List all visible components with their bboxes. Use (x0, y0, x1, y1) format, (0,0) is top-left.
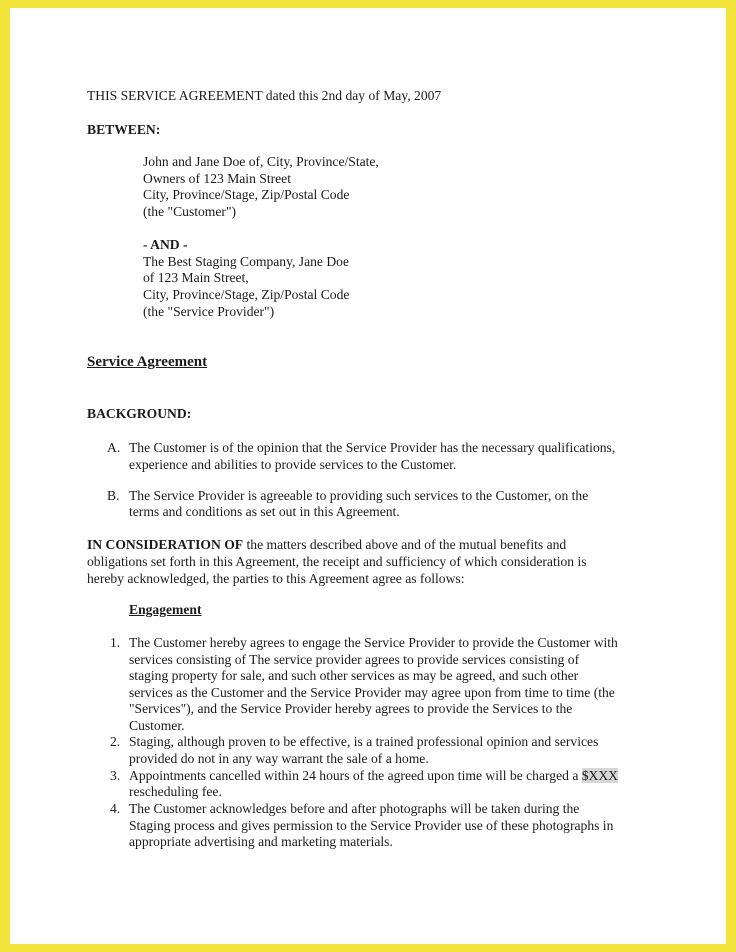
document-page (10, 8, 726, 944)
customer-line: John and Jane Doe of, City, Province/State, (143, 154, 379, 169)
list-item-line (129, 768, 618, 785)
list-item-line: terms and conditions as set out in this Agreement. (129, 504, 400, 519)
list-item-line: The Customer hereby agrees to engage the Service Provider to provide the Customer with (129, 635, 618, 650)
fee-amount-highlight: $XXX (581, 768, 618, 783)
list-item-line: The Customer is of the opinion that the Service Provider has the necessary qualifications, (129, 440, 616, 455)
consideration-line: obligations set forth in this Agreement, the receipt and sufficiency of which consideration is (87, 554, 587, 569)
background-label: BACKGROUND: (87, 406, 192, 421)
list-item-line: Staging process and gives permission to the Service Provider use of these photographs in (129, 818, 614, 833)
provider-line: of 123 Main Street, (143, 270, 249, 285)
provider-line: City, Province/Stage, Zip/Postal Code (143, 287, 350, 302)
list-item-line: provided do not in any way warrant the sale of a home. (129, 751, 429, 766)
list-item-line: Customer. (129, 718, 185, 733)
and-separator: - AND - (143, 237, 188, 252)
list-item-line: "Services"), and the Service Provider hereby agrees to provide the Services to the (129, 701, 573, 716)
list-item-line: services consisting of The service provider agrees to provide services consisting of (129, 652, 580, 667)
provider-line: (the "Service Provider") (143, 304, 275, 319)
list-marker: 2. (110, 734, 121, 749)
list-marker: 4. (110, 801, 121, 816)
list-item-line: The Service Provider is agreeable to providing such services to the Customer, on the (129, 488, 589, 503)
consideration-line: hereby acknowledged, the parties to this Agreement agree as follows: (87, 571, 465, 586)
list-marker: A. (107, 440, 121, 455)
list-marker: B. (107, 488, 120, 503)
list-item-line: Staging, although proven to be effective, is a trained professional opinion and services (129, 734, 599, 749)
list-marker: 3. (110, 768, 121, 783)
list-marker: 1. (110, 635, 121, 650)
list-item-line: The Customer acknowledges before and after photographs will be taken during the (129, 801, 580, 816)
provider-line: The Best Staging Company, Jane Doe (143, 254, 350, 269)
customer-line: City, Province/Stage, Zip/Postal Code (143, 187, 350, 202)
list-item-line: staging property for sale, and such other services as may be agreed, and such other (129, 668, 579, 683)
list-item-line: rescheduling fee. (129, 784, 222, 799)
customer-line: (the "Customer") (143, 204, 237, 219)
engagement-title: Engagement (129, 602, 202, 617)
fee-sentence: Appointments cancelled within 24 hours of the agreed upon time will be charged a (129, 768, 582, 783)
section-title: Service Agreement (87, 354, 208, 370)
list-item-line: services as the Customer and the Service Provider may agree upon from time to time (the (129, 685, 615, 700)
list-item-line: appropriate advertising and marketing materials. (129, 834, 393, 849)
consideration-bold: IN CONSIDERATION OF (87, 537, 244, 552)
list-item-line: experience and abilities to provide services to the Customer. (129, 457, 457, 472)
consideration-line (87, 537, 566, 554)
agreement-date-line: THIS SERVICE AGREEMENT dated this 2nd day of May, 2007 (87, 88, 442, 103)
between-label: BETWEEN: (87, 122, 161, 137)
consideration-rest: the matters described above and of the mutual benefits and (243, 537, 567, 552)
customer-line: Owners of 123 Main Street (143, 171, 291, 186)
